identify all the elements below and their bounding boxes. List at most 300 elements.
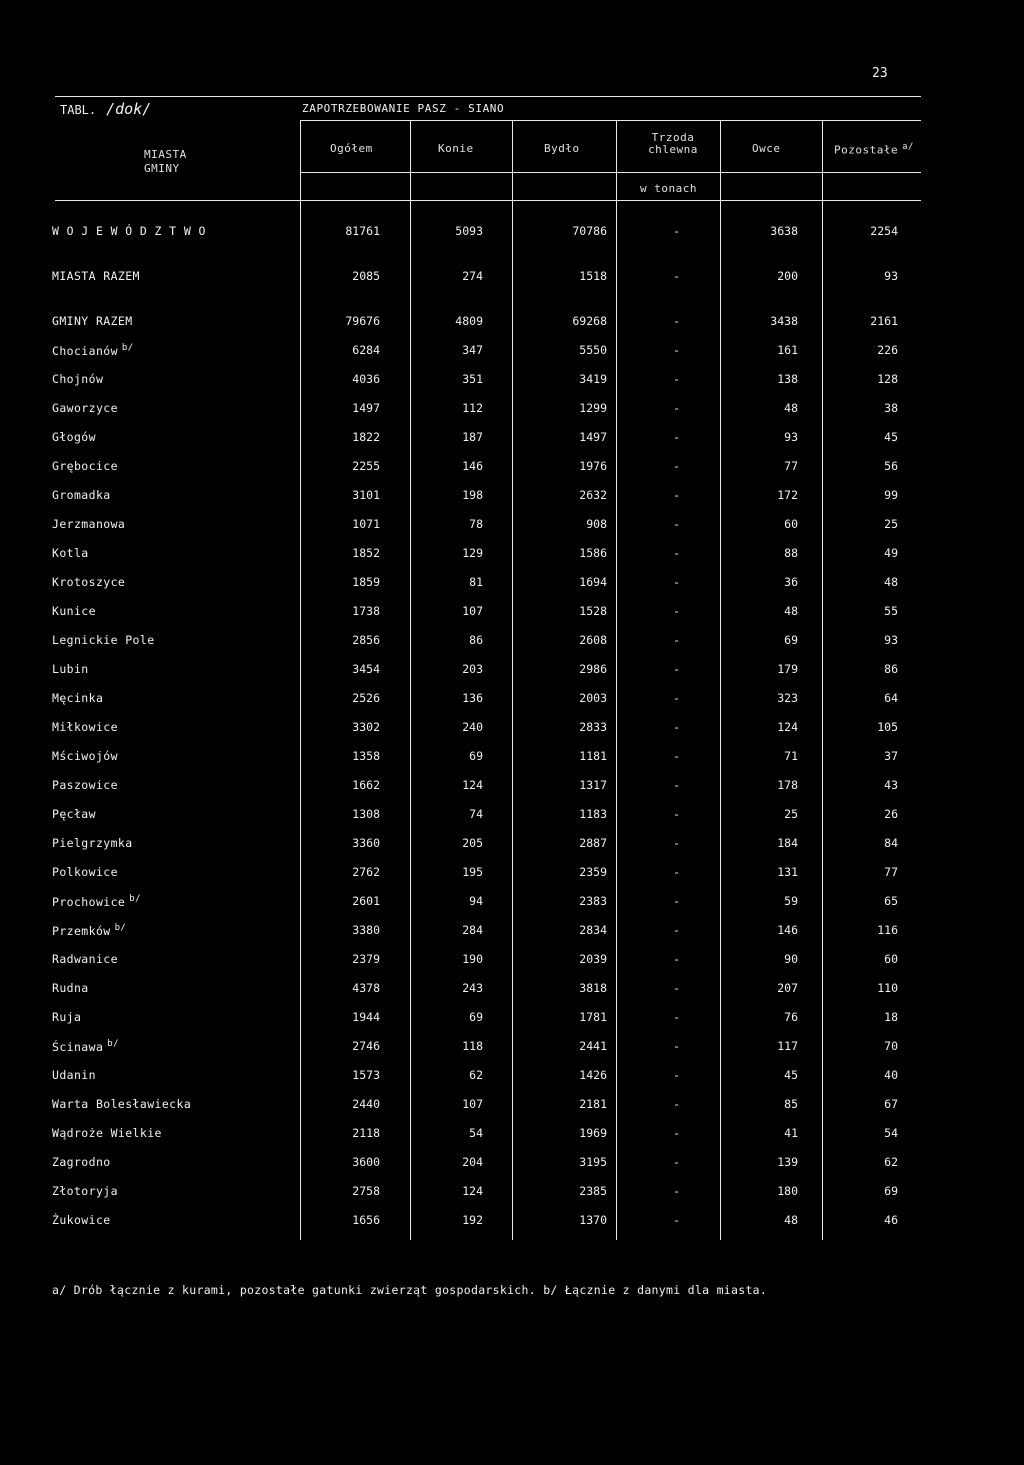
cell-col-1: 1859 <box>352 575 380 589</box>
cell-col-5: 180 <box>777 1184 798 1198</box>
row-name <box>52 372 103 386</box>
cell-col-3: 2385 <box>579 1184 607 1198</box>
cell-col-6: 128 <box>877 372 898 386</box>
row-footnote-mark: b/ <box>107 1039 119 1049</box>
row-name-text: Gromadka <box>52 488 111 502</box>
cell-col-3: 2834 <box>579 923 607 937</box>
cell-col-3: 2608 <box>579 633 607 647</box>
cell-col-5: 76 <box>784 1010 798 1024</box>
cell-col-4: - <box>673 836 680 850</box>
cell-col-4: - <box>673 269 680 283</box>
cell-col-2: 192 <box>462 1213 483 1227</box>
cell-col-6: 37 <box>884 749 898 763</box>
table-row <box>0 946 1024 975</box>
table-row <box>0 1178 1024 1207</box>
row-name <box>52 488 111 502</box>
cell-col-6: 93 <box>884 269 898 283</box>
row-name-text: Złotoryja <box>52 1184 118 1198</box>
row-name <box>52 1039 119 1054</box>
cell-col-5: 71 <box>784 749 798 763</box>
row-name-text: Zagrodno <box>52 1155 111 1169</box>
table-row <box>0 337 1024 366</box>
cell-col-6: 25 <box>884 517 898 531</box>
cell-col-5: 207 <box>777 981 798 995</box>
cell-col-2: 274 <box>462 269 483 283</box>
header-konie: Konie <box>438 142 474 155</box>
row-name <box>52 1213 111 1227</box>
cell-col-1: 2746 <box>352 1039 380 1053</box>
table-row <box>0 598 1024 627</box>
cell-col-1: 3454 <box>352 662 380 676</box>
header-sub-rule <box>300 120 921 121</box>
cell-col-2: 124 <box>462 1184 483 1198</box>
cell-col-2: 146 <box>462 459 483 473</box>
header-trzoda: Trzoda chlewna <box>648 131 698 156</box>
cell-col-1: 1497 <box>352 401 380 415</box>
row-name <box>52 314 133 328</box>
row-name-text: GMINY RAZEM <box>52 314 133 328</box>
row-name <box>52 575 125 589</box>
cell-col-1: 1662 <box>352 778 380 792</box>
cell-col-4: - <box>673 865 680 879</box>
cell-col-3: 3195 <box>579 1155 607 1169</box>
cell-col-5: 85 <box>784 1097 798 1111</box>
cell-col-3: 1694 <box>579 575 607 589</box>
cell-col-3: 1586 <box>579 546 607 560</box>
row-name-text: Legnickie Pole <box>52 633 155 647</box>
header-top-rule <box>55 96 921 97</box>
cell-col-3: 2181 <box>579 1097 607 1111</box>
cell-col-2: 187 <box>462 430 483 444</box>
cell-col-4: - <box>673 952 680 966</box>
row-name <box>52 633 155 647</box>
table-row <box>0 540 1024 569</box>
cell-col-1: 2085 <box>352 269 380 283</box>
cell-col-6: 49 <box>884 546 898 560</box>
row-name <box>52 546 89 560</box>
cell-col-1: 2762 <box>352 865 380 879</box>
row-name <box>52 604 96 618</box>
cell-col-3: 2039 <box>579 952 607 966</box>
table-row <box>0 1091 1024 1120</box>
cell-col-3: 70786 <box>572 224 607 238</box>
cell-col-4: - <box>673 546 680 560</box>
cell-col-4: - <box>673 1184 680 1198</box>
cell-col-5: 48 <box>784 1213 798 1227</box>
row-name-text: Ścinawa <box>52 1039 104 1054</box>
cell-col-3: 3419 <box>579 372 607 386</box>
cell-col-6: 18 <box>884 1010 898 1024</box>
row-name-text: Gaworzyce <box>52 401 118 415</box>
cell-col-3: 2887 <box>579 836 607 850</box>
row-footnote-mark: b/ <box>121 343 134 353</box>
cell-col-2: 86 <box>469 633 483 647</box>
row-gap <box>0 247 1024 263</box>
cell-col-4: - <box>673 1039 680 1053</box>
cell-col-4: - <box>673 1068 680 1082</box>
cell-col-4: - <box>673 633 680 647</box>
row-name <box>52 749 118 763</box>
cell-col-2: 94 <box>469 894 483 908</box>
cell-col-1: 79676 <box>345 314 380 328</box>
table-row <box>0 1062 1024 1091</box>
cell-col-1: 81761 <box>345 224 380 238</box>
cell-col-2: 124 <box>462 778 483 792</box>
cell-col-3: 1181 <box>579 749 607 763</box>
cell-col-1: 2856 <box>352 633 380 647</box>
row-name-text: Radwanice <box>52 952 118 966</box>
row-name-text: Głogów <box>52 430 96 444</box>
cell-col-5: 172 <box>777 488 798 502</box>
cell-col-5: 88 <box>784 546 798 560</box>
cell-col-1: 3600 <box>352 1155 380 1169</box>
row-name-text: Lubin <box>52 662 89 676</box>
table-row <box>0 1033 1024 1062</box>
cell-col-1: 3380 <box>352 923 380 937</box>
cell-col-5: 184 <box>777 836 798 850</box>
cell-col-5: 90 <box>784 952 798 966</box>
cell-col-6: 2254 <box>870 224 898 238</box>
row-name-text: Wądroże Wielkie <box>52 1126 162 1140</box>
cell-col-2: 240 <box>462 720 483 734</box>
cell-col-4: - <box>673 1155 680 1169</box>
row-name-text: Udanin <box>52 1068 96 1082</box>
cell-col-3: 1426 <box>579 1068 607 1082</box>
row-name-text: Chojnów <box>52 372 104 386</box>
cell-col-5: 36 <box>784 575 798 589</box>
cell-col-1: 2526 <box>352 691 380 705</box>
row-name <box>52 894 141 909</box>
cell-col-5: 323 <box>777 691 798 705</box>
table-title <box>60 100 151 118</box>
cell-col-5: 45 <box>784 1068 798 1082</box>
cell-col-6: 70 <box>884 1039 898 1053</box>
cell-col-4: - <box>673 401 680 415</box>
cell-col-2: 136 <box>462 691 483 705</box>
table-row <box>0 714 1024 743</box>
table-row <box>0 511 1024 540</box>
cell-col-6: 84 <box>884 836 898 850</box>
cell-col-2: 78 <box>469 517 483 531</box>
cell-col-2: 351 <box>462 372 483 386</box>
row-name <box>52 1068 96 1082</box>
cell-col-4: - <box>673 923 680 937</box>
cell-col-4: - <box>673 430 680 444</box>
cell-col-3: 69268 <box>572 314 607 328</box>
cell-col-4: - <box>673 720 680 734</box>
cell-col-3: 2833 <box>579 720 607 734</box>
section-title: ZAPOTRZEBOWANIE PASZ - SIANO <box>302 102 505 115</box>
cell-col-5: 117 <box>777 1039 798 1053</box>
cell-col-1: 1573 <box>352 1068 380 1082</box>
cell-col-5: 200 <box>777 269 798 283</box>
cell-col-2: 112 <box>462 401 483 415</box>
cell-col-2: 107 <box>462 604 483 618</box>
cell-col-1: 2255 <box>352 459 380 473</box>
cell-col-4: - <box>673 1010 680 1024</box>
cell-col-1: 3302 <box>352 720 380 734</box>
header-miasta: MIASTA <box>144 148 187 161</box>
cell-col-5: 60 <box>784 517 798 531</box>
cell-col-3: 2632 <box>579 488 607 502</box>
cell-col-3: 1976 <box>579 459 607 473</box>
cell-col-1: 1852 <box>352 546 380 560</box>
cell-col-2: 54 <box>469 1126 483 1140</box>
cell-col-6: 56 <box>884 459 898 473</box>
cell-col-6: 55 <box>884 604 898 618</box>
cell-col-3: 5550 <box>579 343 607 357</box>
cell-col-4: - <box>673 314 680 328</box>
cell-col-5: 48 <box>784 401 798 415</box>
row-gap <box>0 292 1024 308</box>
row-name <box>52 952 118 966</box>
cell-col-4: - <box>673 1126 680 1140</box>
continuation-mark: /dok/ <box>106 100 152 118</box>
cell-col-2: 4809 <box>455 314 483 328</box>
table-row <box>0 656 1024 685</box>
cell-col-6: 45 <box>884 430 898 444</box>
cell-col-4: - <box>673 604 680 618</box>
cell-col-6: 77 <box>884 865 898 879</box>
cell-col-5: 77 <box>784 459 798 473</box>
cell-col-5: 25 <box>784 807 798 821</box>
cell-col-4: - <box>673 691 680 705</box>
cell-col-6: 226 <box>877 343 898 357</box>
cell-col-5: 161 <box>777 343 798 357</box>
cell-col-2: 62 <box>469 1068 483 1082</box>
cell-col-4: - <box>673 459 680 473</box>
table-row <box>0 395 1024 424</box>
row-name <box>52 1097 191 1111</box>
cell-col-1: 2379 <box>352 952 380 966</box>
row-name <box>52 662 89 676</box>
row-name <box>52 1155 111 1169</box>
cell-col-4: - <box>673 778 680 792</box>
header-pozostale-sup: a/ <box>902 142 914 152</box>
cell-col-6: 110 <box>877 981 898 995</box>
cell-col-3: 1317 <box>579 778 607 792</box>
cell-col-1: 2601 <box>352 894 380 908</box>
cell-col-6: 60 <box>884 952 898 966</box>
row-name <box>52 865 118 879</box>
cell-col-6: 99 <box>884 488 898 502</box>
cell-col-1: 6284 <box>352 343 380 357</box>
row-name-text: MIASTA RAZEM <box>52 269 140 283</box>
cell-col-1: 1822 <box>352 430 380 444</box>
row-name <box>52 923 126 938</box>
table-row <box>0 888 1024 917</box>
table-row <box>0 218 1024 247</box>
row-name-text: Miłkowice <box>52 720 118 734</box>
row-name-text: Żukowice <box>52 1213 111 1227</box>
cell-col-1: 2440 <box>352 1097 380 1111</box>
row-name <box>52 224 206 238</box>
row-name-text: Męcinka <box>52 691 104 705</box>
cell-col-2: 118 <box>462 1039 483 1053</box>
row-footnote-mark: b/ <box>114 923 127 933</box>
row-name-text: Grębocice <box>52 459 118 473</box>
row-name-text: Polkowice <box>52 865 118 879</box>
row-name <box>52 720 118 734</box>
cell-col-6: 43 <box>884 778 898 792</box>
cell-col-4: - <box>673 488 680 502</box>
cell-col-1: 1944 <box>352 1010 380 1024</box>
cell-col-3: 1497 <box>579 430 607 444</box>
table-row <box>0 482 1024 511</box>
cell-col-2: 190 <box>462 952 483 966</box>
cell-col-5: 3438 <box>770 314 798 328</box>
header-pozostale <box>834 142 914 157</box>
table-row <box>0 263 1024 292</box>
cell-col-1: 2758 <box>352 1184 380 1198</box>
cell-col-3: 1518 <box>579 269 607 283</box>
cell-col-5: 139 <box>777 1155 798 1169</box>
cell-col-3: 1781 <box>579 1010 607 1024</box>
header-owce: Owce <box>752 142 781 155</box>
cell-col-1: 3360 <box>352 836 380 850</box>
cell-col-2: 5093 <box>455 224 483 238</box>
cell-col-6: 69 <box>884 1184 898 1198</box>
header-gminy: GMINY <box>144 162 180 175</box>
cell-col-3: 3818 <box>579 981 607 995</box>
table-row <box>0 743 1024 772</box>
header-bydlo: Bydło <box>544 142 580 155</box>
row-name-text: Jerzmanowa <box>52 517 126 531</box>
cell-col-6: 48 <box>884 575 898 589</box>
header-bottom-rule <box>55 200 921 201</box>
cell-col-5: 59 <box>784 894 798 908</box>
cell-col-4: - <box>673 981 680 995</box>
cell-col-4: - <box>673 1097 680 1111</box>
cell-col-1: 4036 <box>352 372 380 386</box>
cell-col-5: 3638 <box>770 224 798 238</box>
cell-col-6: 116 <box>877 923 898 937</box>
table-row <box>0 801 1024 830</box>
cell-col-3: 2003 <box>579 691 607 705</box>
cell-col-2: 204 <box>462 1155 483 1169</box>
cell-col-3: 2383 <box>579 894 607 908</box>
row-name <box>52 517 125 531</box>
table-row <box>0 366 1024 395</box>
table-row <box>0 1120 1024 1149</box>
row-name <box>52 459 118 473</box>
cell-col-5: 138 <box>777 372 798 386</box>
row-name <box>52 1184 118 1198</box>
table-body <box>0 218 1024 1236</box>
row-name <box>52 778 118 792</box>
cell-col-6: 105 <box>877 720 898 734</box>
cell-col-4: - <box>673 807 680 821</box>
table-row <box>0 859 1024 888</box>
table-row <box>0 1149 1024 1178</box>
table-row <box>0 308 1024 337</box>
row-name-text: Kunice <box>52 604 96 618</box>
cell-col-5: 48 <box>784 604 798 618</box>
row-name <box>52 981 89 995</box>
row-name-text: Pielgrzymka <box>52 836 133 850</box>
cell-col-6: 64 <box>884 691 898 705</box>
cell-col-2: 203 <box>462 662 483 676</box>
row-name-text: Rudna <box>52 981 89 995</box>
row-name-text: Ruja <box>52 1010 82 1024</box>
cell-col-6: 38 <box>884 401 898 415</box>
row-name <box>52 836 133 850</box>
cell-col-2: 347 <box>462 343 483 357</box>
row-name <box>52 807 96 821</box>
cell-col-1: 1358 <box>352 749 380 763</box>
row-name-text: Paszowice <box>52 778 118 792</box>
cell-col-2: 81 <box>469 575 483 589</box>
cell-col-2: 69 <box>469 749 483 763</box>
cell-col-3: 1969 <box>579 1126 607 1140</box>
cell-col-6: 26 <box>884 807 898 821</box>
cell-col-5: 124 <box>777 720 798 734</box>
cell-col-5: 69 <box>784 633 798 647</box>
cell-col-1: 1656 <box>352 1213 380 1227</box>
header-unit-rule <box>300 172 921 173</box>
row-name-text: Krotoszyce <box>52 575 126 589</box>
table-row <box>0 453 1024 482</box>
table-row <box>0 1207 1024 1236</box>
cell-col-6: 2161 <box>870 314 898 328</box>
row-name-text: W O J E W Ó D Z T W O <box>52 224 206 238</box>
page-number: 23 <box>872 66 888 81</box>
cell-col-4: - <box>673 575 680 589</box>
cell-col-3: 1183 <box>579 807 607 821</box>
cell-col-5: 131 <box>777 865 798 879</box>
row-name <box>52 430 96 444</box>
cell-col-2: 205 <box>462 836 483 850</box>
header-pozostale-label: Pozostałe <box>834 143 899 157</box>
table-row <box>0 1004 1024 1033</box>
header-ogolem: Ogółem <box>330 142 373 155</box>
cell-col-6: 46 <box>884 1213 898 1227</box>
cell-col-4: - <box>673 343 680 357</box>
row-name-text: Przemków <box>52 923 111 938</box>
cell-col-2: 243 <box>462 981 483 995</box>
cell-col-1: 1308 <box>352 807 380 821</box>
cell-col-3: 2986 <box>579 662 607 676</box>
row-name <box>52 691 103 705</box>
cell-col-1: 1071 <box>352 517 380 531</box>
row-name <box>52 401 118 415</box>
cell-col-4: - <box>673 224 680 238</box>
row-name <box>52 269 140 283</box>
cell-col-2: 195 <box>462 865 483 879</box>
cell-col-2: 69 <box>469 1010 483 1024</box>
cell-col-5: 178 <box>777 778 798 792</box>
cell-col-4: - <box>673 749 680 763</box>
table-row <box>0 627 1024 656</box>
row-name-text: Warta Bolesławiecka <box>52 1097 192 1111</box>
table-row <box>0 772 1024 801</box>
row-name <box>52 343 134 358</box>
cell-col-6: 40 <box>884 1068 898 1082</box>
cell-col-6: 67 <box>884 1097 898 1111</box>
table-row <box>0 424 1024 453</box>
row-footnote-mark: b/ <box>129 894 141 904</box>
cell-col-2: 198 <box>462 488 483 502</box>
cell-col-6: 65 <box>884 894 898 908</box>
cell-col-3: 908 <box>586 517 607 531</box>
cell-col-3: 1528 <box>579 604 607 618</box>
cell-col-5: 146 <box>777 923 798 937</box>
cell-col-6: 62 <box>884 1155 898 1169</box>
cell-col-1: 3101 <box>352 488 380 502</box>
cell-col-2: 284 <box>462 923 483 937</box>
table-row <box>0 917 1024 946</box>
cell-col-2: 129 <box>462 546 483 560</box>
